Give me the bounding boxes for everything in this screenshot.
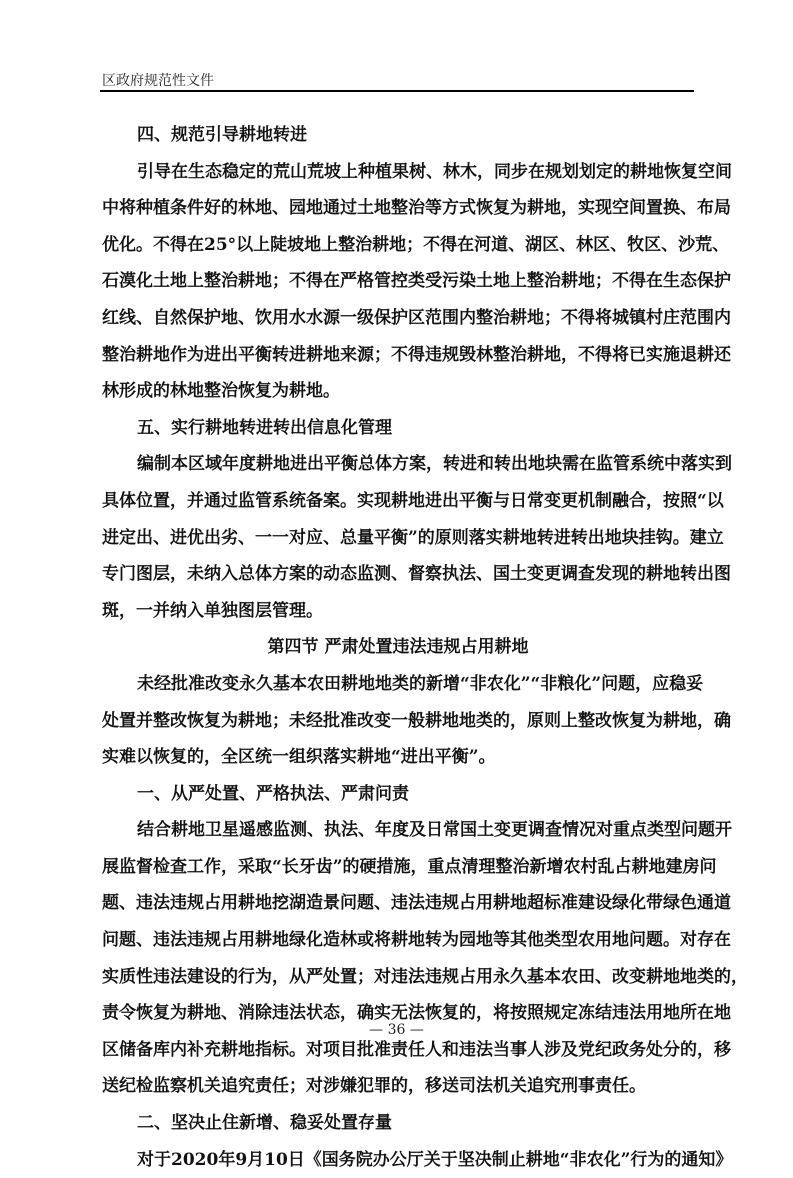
paragraph-line: 未经批准改变永久基本农田耕地地类的新增“非农化”“非粮化”问题，应稳妥 [137,673,704,694]
paragraph-line: 展监督检查工作，采取“长牙齿”的硬措施，重点清理整治新增农村乱占耕地建房问 [102,856,717,877]
paragraph-line: 处置并整改恢复为耕地；未经批准改变一般耕地地类的，原则上整改恢复为耕地，确 [102,710,731,731]
page-number: — 36 — [369,1022,424,1038]
section-title: 第四节 严肃处置违法违规占用耕地 [267,637,529,658]
subsection-heading: 二、坚决止住新增、稳妥处置存量 [137,1113,392,1134]
paragraph-line: 送纪检监察机关追究责任；对涉嫌犯罪的，移送司法机关追究刑事责任。 [102,1076,646,1097]
document-header: 区政府规范性文件 [102,73,214,89]
subsection-heading: 五、实行耕地转进转出信息化管理 [137,417,392,438]
header-rule [100,90,694,92]
paragraph-line: 实质性违法建设的行为，从严处置；对违法违规占用永久基本农田、改变耕地地类的， [102,966,748,987]
paragraph-line: 林形成的林地整治恢复为耕地。 [102,381,340,402]
paragraph-line: 中将种植条件好的林地、园地通过土地整治等方式恢复为耕地，实现空间置换、布局 [102,198,731,219]
paragraph-line: 进定出、进优出劣、一一对应、总量平衡”的原则落实耕地转进转出地块挂钩。建立 [102,527,724,548]
paragraph-line: 斑，一并纳入单独图层管理。 [102,600,323,621]
paragraph-line: 石漠化土地上整治耕地；不得在严格管控类受污染土地上整治耕地；不得在生态保护 [102,271,731,292]
paragraph-line: 整治耕地作为进出平衡转进耕地来源；不得违规毁林整治耕地，不得将已实施退耕还 [102,344,731,365]
paragraph-line: 区储备库内补充耕地指标。对项目批准责任人和违法当事人涉及党纪政务处分的，移 [102,1039,731,1060]
paragraph-line: 实难以恢复的，全区统一组织落实耕地“进出平衡”。 [102,747,496,768]
paragraph-line: 责令恢复为耕地、消除违法状态，确实无法恢复的，将按照规定冻结违法用地所在地 [102,1003,731,1024]
subsection-heading: 一、从严处置、严格执法、严肃问责 [137,783,409,804]
subsection-heading: 四、规范引导耕地转进 [137,125,307,145]
paragraph-line: 具体位置，并通过监管系统备案。实现耕地进出平衡与日常变更机制融合，按照“以 [102,490,724,511]
paragraph-line: 问题、违法违规占用耕地绿化造林或将耕地转为园地等其他类型农用地问题。对存在 [102,930,731,951]
paragraph-line: 引导在生态稳定的荒山荒坡上种植果树、林木，同步在规划划定的耕地恢复空间 [137,161,732,182]
paragraph-line: 红线、自然保护地、饮用水水源一级保护区范围内整治耕地；不得将城镇村庄范围内 [102,307,731,328]
paragraph-line: 题、违法违规占用耕地挖湖造景问题、违法违规占用耕地超标准建设绿化带绿色通道 [102,893,731,914]
paragraph-line: 对于2020年9月10日《国务院办公厅关于坚决制止耕地“非农化”行为的通知》 [137,1149,733,1170]
document-body [102,117,748,1178]
paragraph-line: 编制本区域年度耕地进出平衡总体方案，转进和转出地块需在监管系统中落实到 [137,454,732,475]
paragraph-line: 结合耕地卫星遥感监测、执法、年度及日常国土变更调查情况对重点类型问题开 [137,820,732,841]
paragraph-line: 专门图层，未纳入总体方案的动态监测、督察执法、国土变更调查发现的耕地转出图 [102,564,731,585]
paragraph-line: 优化。不得在25°以上陡坡地上整治耕地；不得在河道、湖区、林区、牧区、沙荒、 [102,234,730,255]
